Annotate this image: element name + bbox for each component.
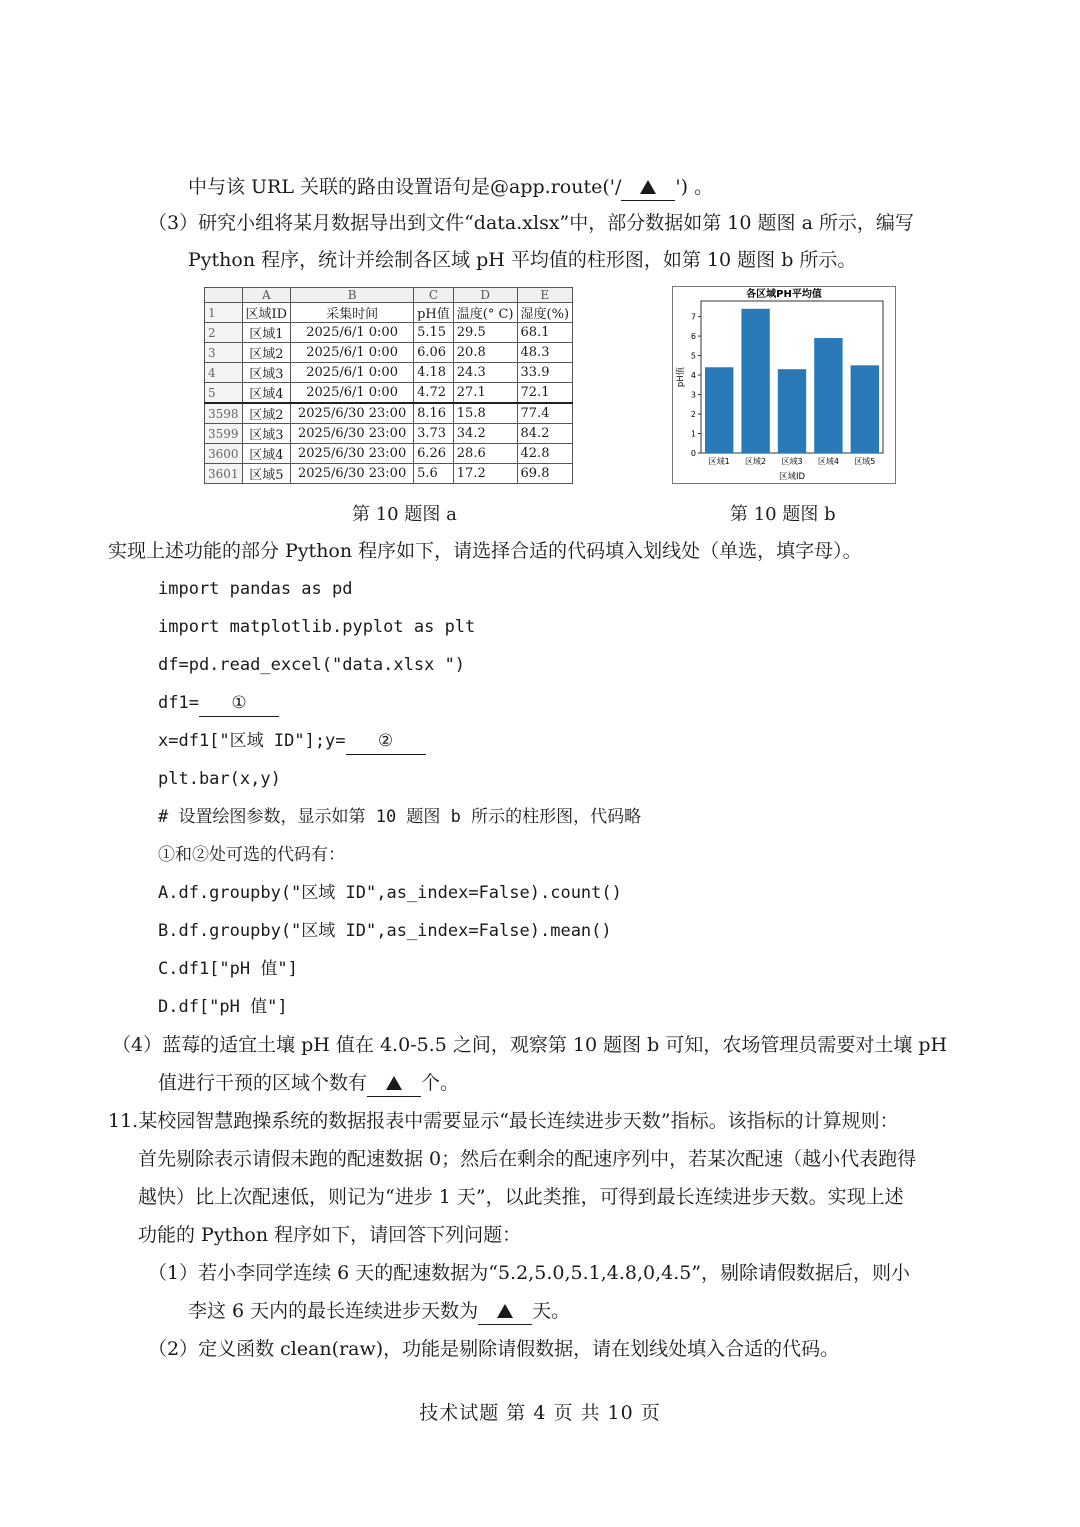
code-line-blank-2 <box>158 728 426 755</box>
row-number: 3 <box>205 343 243 363</box>
question-11-line1: 11.某校园智慧跑操系统的数据报表中需要显示“最长连续进步天数”指标。该指标的计算规则： <box>108 1110 899 1132</box>
code-intro-line: 实现上述功能的部分 Python 程序如下，请选择合适的代码填入划线处（单选，填字母）。 <box>108 540 862 562</box>
question-3-line2: Python 程序，统计并绘制各区域 pH 平均值的柱形图，如第 10 题图 b 所示。 <box>188 249 857 271</box>
text-line-route <box>188 174 713 201</box>
header-cell: 区域ID <box>242 303 291 323</box>
col-letter: C <box>414 288 454 303</box>
table-cell: 4.72 <box>414 383 454 404</box>
y-tick-label: 6 <box>690 332 696 342</box>
table-cell: 2025/6/30 23:00 <box>291 424 414 444</box>
table-cell: 42.8 <box>517 444 573 464</box>
bar <box>778 369 806 453</box>
code-line: plt.bar(x,y) <box>158 769 281 789</box>
table-cell: 6.06 <box>414 343 454 363</box>
row-number: 3601 <box>205 464 243 484</box>
table-cell: 48.3 <box>517 343 573 363</box>
question-4-line1: （4）蓝莓的适宜土壤 pH 值在 4.0-5.5 之间，观察第 10 题图 b 可知，农场管理员需要对土壤 pH <box>112 1034 948 1056</box>
y-tick-label: 7 <box>690 312 696 322</box>
row-number: 2 <box>205 323 243 343</box>
chart-title: 各区域PH平均值 <box>746 289 822 300</box>
table-cell: 区域4 <box>242 383 291 404</box>
code-text: df1= <box>158 693 199 713</box>
table-cell: 29.5 <box>453 323 517 343</box>
table-row <box>205 323 573 343</box>
table-cell: 5.6 <box>414 464 454 484</box>
blank-2: ② <box>346 728 426 755</box>
q11-text: 李这 6 天内的最长连续进步天数为 <box>188 1300 479 1322</box>
table-row <box>205 464 573 484</box>
header-cell: 湿度(%) <box>517 303 573 323</box>
table-cell: 3.73 <box>414 424 454 444</box>
table-cell: 34.2 <box>453 424 517 444</box>
table-row <box>205 444 573 464</box>
table-cell: 77.4 <box>517 403 573 424</box>
col-letter: D <box>453 288 517 303</box>
col-letter: B <box>291 288 414 303</box>
route-text-end: ') 。 <box>675 176 714 198</box>
table-row <box>205 403 573 424</box>
bar-chart <box>673 287 895 483</box>
table-cell: 2025/6/30 23:00 <box>291 464 414 484</box>
spreadsheet-figure <box>204 287 573 484</box>
header-cell: pH值 <box>414 303 454 323</box>
table-cell: 8.16 <box>414 403 454 424</box>
y-tick-label: 2 <box>690 410 696 420</box>
table-row <box>205 343 573 363</box>
question-11-line4: 功能的 Python 程序如下，请回答下列问题： <box>138 1224 522 1246</box>
q4-text: 值进行干预的区域个数有 <box>158 1072 368 1094</box>
option-a: A.df.groupby("区域 ID",as_index=False).count() <box>158 883 622 903</box>
row-number: 1 <box>205 303 243 323</box>
x-tick-label: 区域1 <box>708 457 730 466</box>
table-header-row <box>205 303 573 323</box>
table-cell: 4.18 <box>414 363 454 383</box>
bar <box>705 367 733 453</box>
row-number: 5 <box>205 383 243 404</box>
table-cell: 33.9 <box>517 363 573 383</box>
header-cell: 温度(° C) <box>453 303 517 323</box>
triangle-icon <box>386 1076 402 1090</box>
table-cell: 20.8 <box>453 343 517 363</box>
table-cell: 区域1 <box>242 323 291 343</box>
option-b: B.df.groupby("区域 ID",as_index=False).mean() <box>158 921 612 941</box>
table-cell: 5.15 <box>414 323 454 343</box>
triangle-icon <box>640 180 656 194</box>
table-cell: 2025/6/1 0:00 <box>291 323 414 343</box>
table-cell: 24.3 <box>453 363 517 383</box>
header-cell: 采集时间 <box>291 303 414 323</box>
code-comment: # 设置绘图参数，显示如第 10 题图 b 所示的柱形图，代码略 <box>158 807 642 827</box>
table-row <box>205 383 573 404</box>
answer-blank <box>367 1070 421 1097</box>
code-line: df=pd.read_excel("data.xlsx ") <box>158 655 466 675</box>
page-footer: 技术试题 第 4 页 共 10 页 <box>419 1402 661 1424</box>
question-11-sub1: （1）若小李同学连续 6 天的配速数据为“5.2,5.0,5.1,4.8,0,4.5”，剔除请假数据后，则小 <box>148 1262 911 1284</box>
table-cell: 6.26 <box>414 444 454 464</box>
table-cell: 区域3 <box>242 424 291 444</box>
x-axis-label: 区域ID <box>778 472 806 482</box>
code-line-blank-1 <box>158 690 279 717</box>
y-tick-label: 0 <box>690 449 696 458</box>
table-cell: 区域3 <box>242 363 291 383</box>
code-line: import pandas as pd <box>158 579 353 599</box>
table-cell: 2025/6/30 23:00 <box>291 444 414 464</box>
table-row <box>205 363 573 383</box>
table-cell: 2025/6/30 23:00 <box>291 403 414 424</box>
table-cell: 72.1 <box>517 383 573 404</box>
table-cell: 区域4 <box>242 444 291 464</box>
question-4-line2 <box>158 1070 459 1097</box>
bar-chart-figure <box>672 286 896 484</box>
question-11-line2: 首先剔除表示请假未跑的配速数据 0；然后在剩余的配速序列中，若某次配速（越小代表跑得 <box>138 1148 917 1170</box>
table-cell: 区域2 <box>242 343 291 363</box>
row-number: 3599 <box>205 424 243 444</box>
table-cell: 区域2 <box>242 403 291 424</box>
answer-blank <box>478 1298 532 1325</box>
question-11-line3: 越快）比上次配速低，则记为“进步 1 天”，以此类推，可得到最长连续进步天数。实现上述 <box>138 1186 904 1208</box>
column-letter-row <box>205 288 573 303</box>
answer-blank <box>621 174 675 201</box>
question-11-sub1-cont <box>188 1298 570 1325</box>
y-tick-label: 4 <box>690 371 696 381</box>
row-number: 4 <box>205 363 243 383</box>
table-cell: 69.8 <box>517 464 573 484</box>
table-cell: 2025/6/1 0:00 <box>291 363 414 383</box>
x-tick-label: 区域4 <box>817 457 839 466</box>
y-axis-label: pH值 <box>676 366 686 388</box>
bar <box>814 338 842 453</box>
row-number: 3598 <box>205 403 243 424</box>
corner-cell <box>205 288 243 303</box>
col-letter: A <box>242 288 291 303</box>
question-11-sub2: （2）定义函数 clean(raw)，功能是剔除请假数据，请在划线处填入合适的代码。 <box>148 1338 840 1360</box>
table-cell: 15.8 <box>453 403 517 424</box>
blank-1: ① <box>199 690 279 717</box>
table-cell: 27.1 <box>453 383 517 404</box>
table-cell: 区域5 <box>242 464 291 484</box>
table-cell: 2025/6/1 0:00 <box>291 343 414 363</box>
row-number: 3600 <box>205 444 243 464</box>
col-letter: E <box>517 288 573 303</box>
caption-figure-b: 第 10 题图 b <box>730 504 836 525</box>
x-tick-label: 区域5 <box>854 457 876 466</box>
table-cell: 84.2 <box>517 424 573 444</box>
option-d: D.df["pH 值"] <box>158 997 288 1017</box>
bar <box>741 309 769 453</box>
q4-text-end: 个。 <box>421 1072 460 1094</box>
question-3-line1: （3）研究小组将某月数据导出到文件“data.xlsx”中，部分数据如第 10 题图 a 所示，编写 <box>148 212 914 234</box>
y-tick-label: 3 <box>690 390 696 400</box>
table-cell: 2025/6/1 0:00 <box>291 383 414 404</box>
table-row <box>205 424 573 444</box>
table-cell: 28.6 <box>453 444 517 464</box>
x-tick-label: 区域3 <box>781 457 803 466</box>
y-tick-label: 5 <box>690 351 696 361</box>
route-text: 中与该 URL 关联的路由设置语句是@app.route('/ <box>188 176 622 198</box>
code-text: x=df1["区域 ID"];y= <box>158 731 346 751</box>
x-tick-label: 区域2 <box>745 457 767 466</box>
code-line: import matplotlib.pyplot as plt <box>158 617 476 637</box>
bar <box>851 365 879 453</box>
table-cell: 68.1 <box>517 323 573 343</box>
table-cell: 17.2 <box>453 464 517 484</box>
y-tick-label: 1 <box>690 429 696 439</box>
caption-figure-a: 第 10 题图 a <box>352 504 457 525</box>
triangle-icon <box>497 1304 513 1318</box>
options-heading: ①和②处可选的代码有： <box>158 845 345 865</box>
q11-text-end: 天。 <box>532 1300 571 1322</box>
data-table <box>204 287 573 484</box>
option-c: C.df1["pH 值"] <box>158 959 298 979</box>
